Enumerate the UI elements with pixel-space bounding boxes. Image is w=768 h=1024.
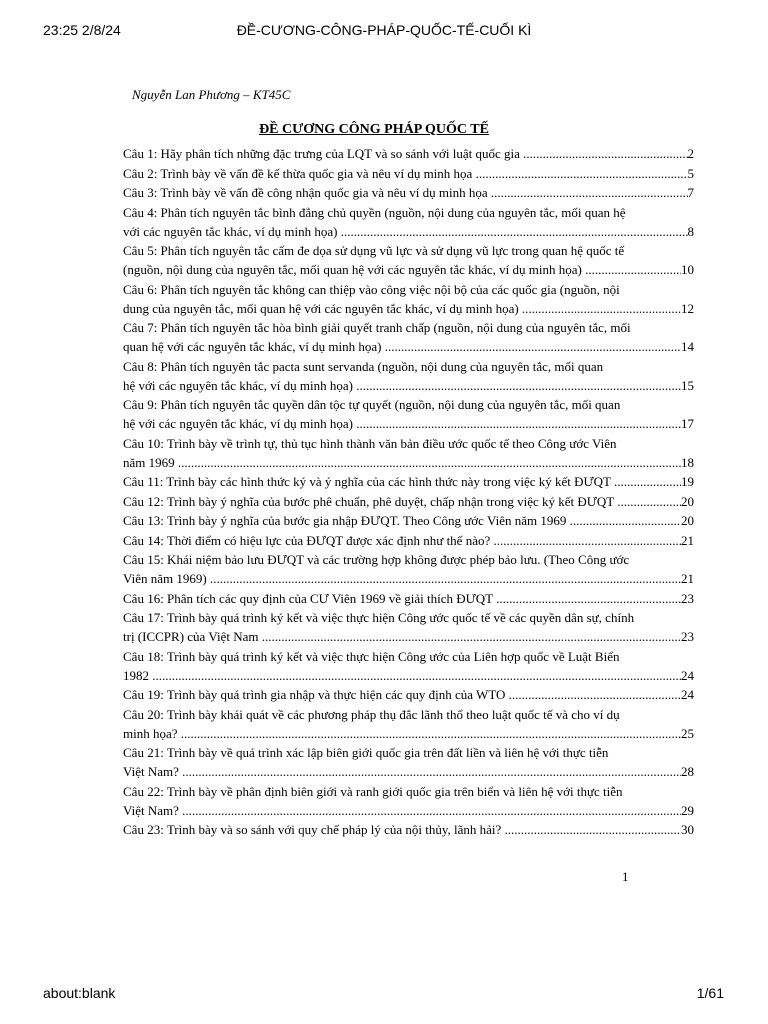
toc-entry-text: Câu 15: Khái niệm bảo lưu ĐƯQT và các trường hợp không được phép bảo lưu. (Theo Công ước xyxy=(123,552,630,567)
toc-entry-text: Câu 22: Trình bày về phân định biên giới và ranh giới quốc gia trên biển và liên hệ với thực tiễn xyxy=(123,783,623,799)
toc-page-number: 2 xyxy=(687,146,694,161)
toc-entry[interactable] xyxy=(123,782,694,820)
toc-entry-line xyxy=(123,299,694,318)
toc-entry-text: hệ với các nguyên tắc khác, ví dụ minh họa) ..... xyxy=(123,414,681,433)
print-url: about:blank xyxy=(43,985,116,1001)
toc-entry-text: Câu 8: Phân tích nguyên tắc pacta sunt servanda (nguồn, nội dung của nguyên tắc, mối quan xyxy=(123,358,604,374)
toc-page-number: 5 xyxy=(687,165,694,181)
toc-page-number: 24 xyxy=(681,687,694,702)
toc-page-number: 24 xyxy=(681,667,694,683)
toc-entry-text: Câu 5: Phân tích nguyên tắc cấm đe dọa sử dụng vũ lực và sử dụng vũ lực trong quan hệ quốc tế xyxy=(123,243,625,258)
toc-entry-text: Câu 18: Trình bày quá trình ký kết và việc thực hiện Công ước của Liên hợp quốc về Luật Biển xyxy=(123,648,620,664)
toc-page-number: 29 xyxy=(681,802,694,818)
toc-entry-text: với các nguyên tắc khác, ví dụ minh họa) ..... xyxy=(123,222,688,241)
toc-entry[interactable] xyxy=(123,434,694,472)
toc-entry-line xyxy=(123,569,694,588)
toc-entry-text: Câu 6: Phân tích nguyên tắc không can thiệp vào công việc nội bộ của các quốc gia (nguồn, nội xyxy=(123,281,620,297)
toc-entry-text: Câu 23: Trình bày và so sánh với quy chế pháp lý của nội thủy, lãnh hải? ..... xyxy=(123,820,681,839)
toc-entry-line xyxy=(123,589,694,608)
toc-page-number: 20 xyxy=(681,493,694,509)
toc-entry-line xyxy=(123,511,694,530)
toc-entry[interactable] xyxy=(123,589,694,608)
toc-entry[interactable] xyxy=(123,144,694,163)
toc-entry-line xyxy=(123,531,694,550)
toc-entry-text: Câu 1: Hãy phân tích những đặc trưng của LQT và so sánh với luật quốc gia ..... xyxy=(123,144,688,163)
toc-entry[interactable] xyxy=(123,511,694,530)
toc-entry-text: Viên năm 1969) ..... xyxy=(123,569,681,588)
toc-entry-text: Câu 2: Trình bày về vấn đề kế thừa quốc gia và nêu ví dụ minh họa ..... xyxy=(123,164,688,183)
toc-page-number: 28 xyxy=(681,764,694,779)
toc-page-number: 19 xyxy=(681,474,694,489)
toc-page-number: 18 xyxy=(681,454,694,470)
toc-entry[interactable] xyxy=(123,318,694,356)
toc-entry-line xyxy=(123,762,694,781)
toc-page-number: 30 xyxy=(681,822,694,837)
toc-entry[interactable] xyxy=(123,685,694,704)
toc-entry-text: (nguồn, nội dung của nguyên tắc, mối quan hệ với các nguyên tắc khác, ví dụ minh họa) ..... xyxy=(123,260,681,279)
toc-entry[interactable] xyxy=(123,550,694,588)
toc-entry-text: Câu 13: Trình bày ý nghĩa của bước gia nhập ĐƯQT. Theo Công ước Viên năm 1969 ..... xyxy=(123,511,681,530)
page-number: 1 xyxy=(622,869,629,884)
toc-entry-line xyxy=(123,222,694,241)
toc-entry-text: Câu 19: Trình bày quá trình gia nhập và thực hiện các quy định của WTO ..... xyxy=(123,685,681,704)
toc-page-number: 8 xyxy=(687,223,694,239)
toc-entry-text: minh họa? ..... xyxy=(123,724,681,743)
toc-entry-line xyxy=(123,472,694,491)
toc-page-number: 23 xyxy=(681,590,694,606)
table-of-contents xyxy=(123,144,694,840)
toc-entry[interactable] xyxy=(123,280,694,318)
toc-page-number: 12 xyxy=(681,300,694,316)
toc-entry[interactable] xyxy=(123,183,694,202)
toc-entry[interactable] xyxy=(123,743,694,781)
toc-entry-line xyxy=(123,144,694,163)
toc-page-number: 14 xyxy=(681,339,694,354)
toc-entry[interactable] xyxy=(123,395,694,433)
toc-page-number: 15 xyxy=(681,377,694,393)
toc-entry-text: Câu 7: Phân tích nguyên tắc hòa bình giải quyết tranh chấp (nguồn, nội dung của nguyên tắc, mối xyxy=(123,320,631,335)
toc-entry-text: Câu 20: Trình bày khái quát về các phương pháp thụ đắc lãnh thổ theo luật quốc tế và cho ví dụ xyxy=(123,706,620,722)
toc-page-number: 25 xyxy=(681,725,694,741)
toc-entry-text: Câu 21: Trình bày về quá trình xác lập biên giới quốc gia trên đất liền và liên hệ với thực tiễn xyxy=(123,745,609,760)
toc-entry[interactable] xyxy=(123,531,694,550)
toc-entry[interactable] xyxy=(123,164,694,183)
toc-entry[interactable] xyxy=(123,472,694,491)
toc-entry-text: Câu 14: Thời điểm có hiệu lực của ĐƯQT được xác định như thế nào? ..... xyxy=(123,531,681,550)
toc-entry-text: trị (ICCPR) của Việt Nam ..... xyxy=(123,627,681,646)
toc-entry[interactable] xyxy=(123,705,694,743)
print-page-count: 1/61 xyxy=(696,985,724,1001)
toc-entry-line xyxy=(123,164,694,183)
document-title: ĐỀ CƯƠNG CÔNG PHÁP QUỐC TẾ xyxy=(259,122,489,137)
toc-entry[interactable] xyxy=(123,820,694,839)
toc-entry-text: Câu 4: Phân tích nguyên tắc bình đẳng chủ quyền (nguồn, nội dung của nguyên tắc, mối quan hệ xyxy=(123,204,626,220)
toc-entry-text: Câu 12: Trình bày ý nghĩa của bước phê chuẩn, phê duyệt, chấp nhận trong việc ký kết ĐƯQT ..... xyxy=(123,492,681,511)
toc-page-number: 23 xyxy=(681,629,694,644)
toc-entry-text: Câu 17: Trình bày quá trình ký kết và việc thực hiện Công ước quốc tế về các quyền dân sự, chính xyxy=(123,610,635,625)
toc-page-number: 7 xyxy=(687,185,694,200)
toc-entry-line xyxy=(123,453,694,472)
toc-entry[interactable] xyxy=(123,203,694,241)
toc-entry-line xyxy=(123,337,694,356)
toc-entry-line xyxy=(123,801,694,820)
toc-entry-line xyxy=(123,260,694,279)
toc-entry-text: Việt Nam? ..... xyxy=(123,801,681,820)
toc-entry[interactable] xyxy=(123,492,694,511)
toc-page-number: 17 xyxy=(681,416,694,431)
toc-entry-line xyxy=(123,627,694,646)
toc-page-number: 21 xyxy=(681,532,694,548)
toc-entry-text: hệ với các nguyên tắc khác, ví dụ minh họa) ..... xyxy=(123,376,681,395)
toc-entry-text: quan hệ với các nguyên tắc khác, ví dụ minh họa) ..... xyxy=(123,337,681,356)
toc-entry-text: Câu 9: Phân tích nguyên tắc quyền dân tộc tự quyết (nguồn, nội dung của nguyên tắc, mối quan xyxy=(123,397,621,412)
toc-entry-line xyxy=(123,376,694,395)
toc-entry-line xyxy=(123,666,694,685)
toc-entry-line xyxy=(123,414,694,433)
toc-page-number: 20 xyxy=(681,513,694,528)
toc-entry-text: Câu 10: Trình bày về trình tự, thủ tục hình thành văn bản điều ước quốc tế theo Công ước Viên xyxy=(123,435,617,451)
toc-page-number: 10 xyxy=(681,262,694,277)
toc-entry[interactable] xyxy=(123,647,694,685)
print-datetime: 23:25 2/8/24 xyxy=(43,22,121,38)
toc-entry-text: năm 1969 ..... xyxy=(123,453,681,472)
toc-entry-text: 1982 ..... xyxy=(123,666,681,685)
toc-entry-text: dung của nguyên tắc, mối quan hệ với các nguyên tắc khác, ví dụ minh họa) ..... xyxy=(123,299,681,318)
toc-entry-text: Câu 11: Trình bày các hình thức ký và ý nghĩa của các hình thức này trong việc ký kết ĐƯQT ..... xyxy=(123,472,681,491)
toc-entry[interactable] xyxy=(123,241,694,279)
toc-page-number: 21 xyxy=(681,571,694,586)
toc-entry-line xyxy=(123,724,694,743)
toc-entry-line xyxy=(123,492,694,511)
toc-entry-line xyxy=(123,685,694,704)
author-line: Nguyễn Lan Phương – KT45C xyxy=(132,87,291,102)
toc-entry[interactable] xyxy=(123,608,694,646)
document-title-header: ĐỀ-CƯƠNG-CÔNG-PHÁP-QUỐC-TẾ-CUỐI KÌ xyxy=(236,22,532,38)
print-header xyxy=(0,22,768,42)
toc-entry-line xyxy=(123,820,694,839)
toc-entry-line xyxy=(123,183,694,202)
toc-entry-text: Câu 3: Trình bày về vấn đề công nhận quốc gia và nêu ví dụ minh họa ..... xyxy=(123,183,688,202)
toc-entry-text: Câu 16: Phân tích các quy định của CƯ Viên 1969 về giải thích ĐƯQT ..... xyxy=(123,589,681,608)
toc-entry[interactable] xyxy=(123,357,694,395)
toc-entry-text: Việt Nam? ..... xyxy=(123,762,681,781)
